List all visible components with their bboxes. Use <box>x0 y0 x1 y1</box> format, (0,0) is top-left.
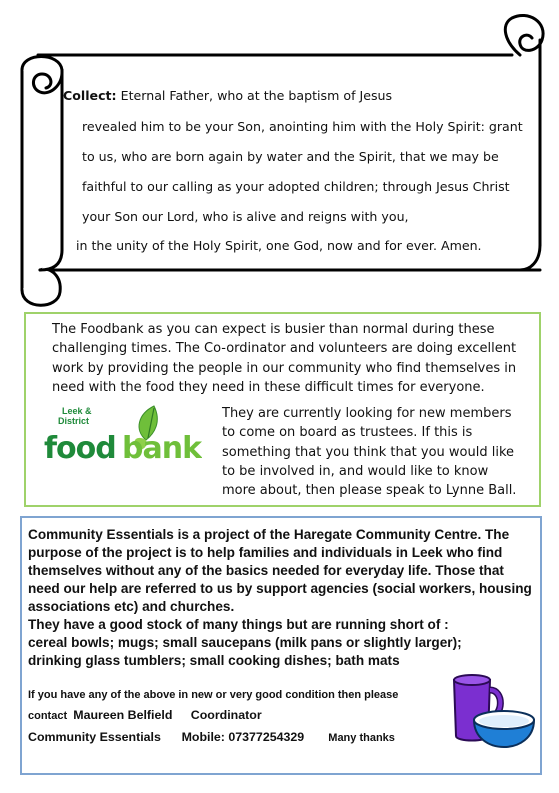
foodbank-trustees: They are currently looking for new members to come on board as trustees. If this is something that you think that you would like to be involved in, and would like to know more about, then please speak to Lynne Ball. <box>222 406 517 499</box>
condition-line: If you have any of the above in new or very good condition then please <box>28 689 399 701</box>
mug-and-bowl-illustration <box>446 666 538 766</box>
community-intro: Community Essentials is a project of the Haregate Community Centre. The purpose of the project is to help families and individuals in Leek who find themselves without any of the basics needed for everyday life. Those that need our help are referred to us by support agencies (social workers, housing associations etc) and churches. They have a good stock of many things but are running short of : cereal bowls; mugs; small saucepans (milk pans or slightly larger); drinking glass tumblers; small cooking dishes; bath mats <box>28 527 532 668</box>
contact-footer <box>28 730 395 744</box>
collect-line-1: Collect: Eternal Father, who at the baptism of Jesus <box>63 88 393 103</box>
logo-word-bank: bank <box>122 431 202 466</box>
collect-line-5: your Son our Lord, who is alive and reigns with you, <box>82 209 409 224</box>
thanks-text: Many thanks <box>328 732 395 744</box>
logo-word-food: food <box>44 431 116 466</box>
contact-name: Maureen Belfield <box>73 708 173 722</box>
org-name: Community Essentials <box>28 730 161 744</box>
mobile-number: Mobile: 07377254329 <box>181 730 305 744</box>
community-stock: They have a good stock of many things but are running short of : <box>28 617 449 632</box>
foodbank-box <box>24 312 541 507</box>
logo-small-line2: District <box>58 416 90 426</box>
contact-role: Coordinator <box>190 708 262 722</box>
bowl-icon <box>474 711 534 747</box>
logo-small-line1: Leek & <box>62 406 92 416</box>
community-items-2: drinking glass tumblers; small cooking dishes; bath mats <box>28 653 400 668</box>
community-items-1: cereal bowls; mugs; small saucepans (milk pans or slightly larger); <box>28 635 462 650</box>
foodbank-intro: The Foodbank as you can expect is busier than normal during these challenging times. The Co-ordinator and volunteers are doing excellent work by providing the people in our community who find themselves in need with the food they need in these difficult times for everyone. <box>52 322 517 395</box>
collect-label: Collect: <box>63 88 117 103</box>
contact-line: contact Maureen Belfield Coordinator <box>28 708 262 722</box>
collect-line-4: faithful to our calling as your adopted children; through Jesus Christ <box>82 179 510 194</box>
collect-line-3: to us, who are born again by water and the Spirit, that we may be <box>82 149 499 164</box>
community-essentials-box <box>20 516 542 775</box>
collect-line-2: revealed him to be your Son, anointing him with the Holy Spirit: grant <box>82 119 523 134</box>
collect-prayer <box>0 0 559 320</box>
foodbank-logo <box>42 400 202 470</box>
collect-line-6: in the unity of the Holy Spirit, one God, now and for ever. Amen. <box>76 238 482 253</box>
